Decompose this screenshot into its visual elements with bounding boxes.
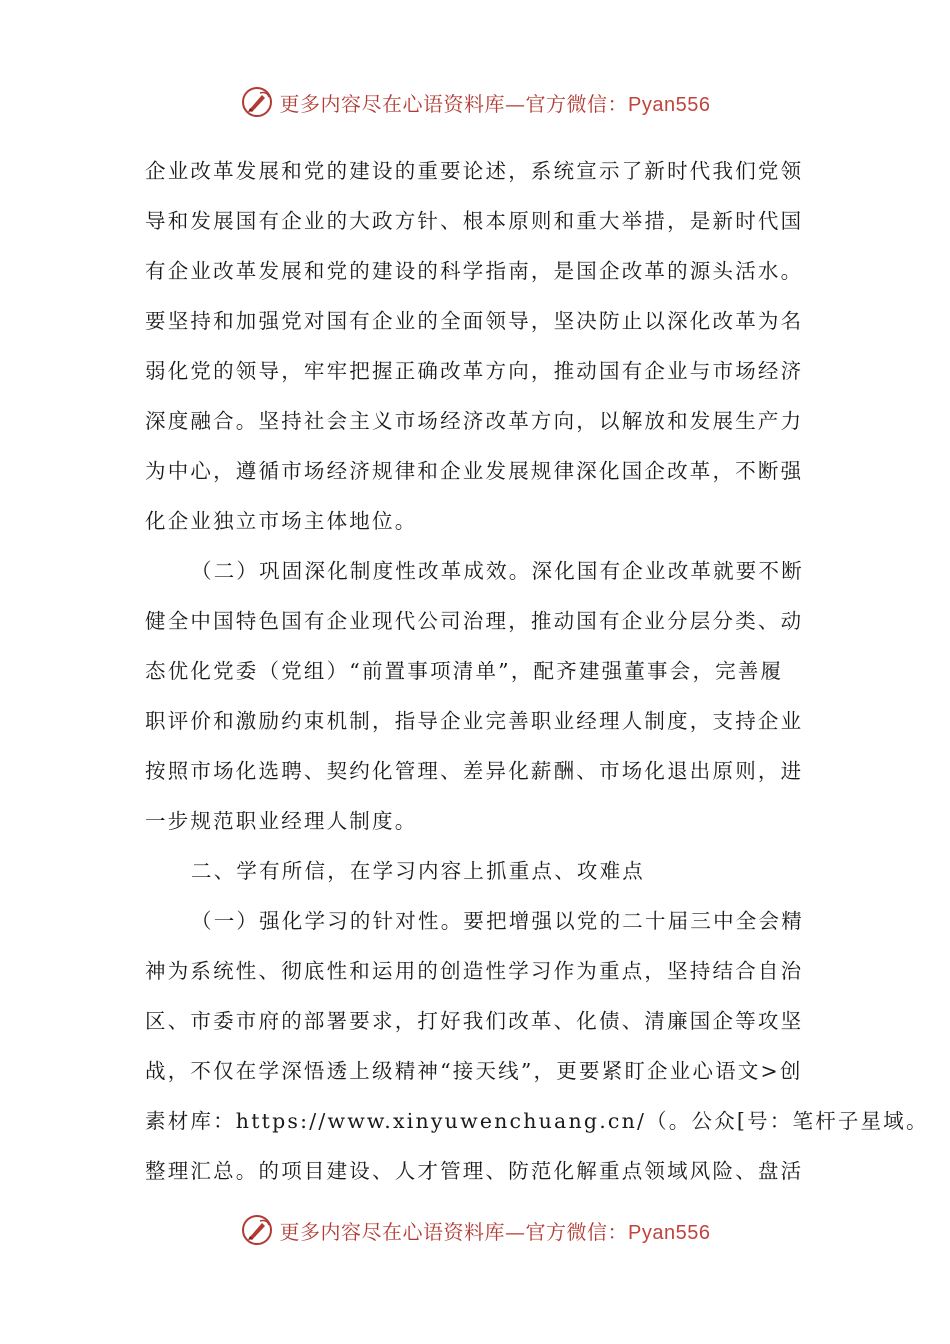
- pen-logo-icon: [240, 1213, 274, 1247]
- body-line: 职评价和激励约束机制，指导企业完善职业经理人制度，支持企业: [145, 709, 804, 733]
- body-line: 区、市委市府的部署要求，打好我们改革、化债、清廉国企等攻坚: [145, 1009, 804, 1033]
- body-line: 要坚持和加强党对国有企业的全面领导，坚决防止以深化改革为名: [145, 309, 804, 333]
- body-line: 导和发展国有企业的大政方针、根本原则和重大举措，是新时代国: [145, 209, 804, 233]
- body-line: 健全中国特色国有企业现代公司治理，推动国有企业分层分类、动: [145, 609, 804, 633]
- body-line: 有企业改革发展和党的建设的科学指南，是国企改革的源头活水。: [145, 259, 804, 283]
- section-heading-line: （二）巩固深化制度性改革成效。深化国有企业改革就要不断: [191, 559, 804, 583]
- body-line: 化企业独立市场主体地位。: [145, 509, 418, 533]
- body-line: 深度融合。坚持社会主义市场经济改革方向，以解放和发展生产力: [145, 409, 804, 433]
- document-body: [145, 146, 929, 1196]
- footer-wechat-id: Pyan556: [628, 1221, 711, 1244]
- body-line: 为中心，遵循市场经济规律和企业发展规律深化国企改革，不断强: [145, 459, 804, 483]
- chapter-heading-line: 二、学有所信，在学习内容上抓重点、攻难点: [191, 859, 645, 883]
- body-line: 弱化党的领导，牢牢把握正确改革方向，推动国有企业与市场经济: [145, 359, 804, 383]
- body-line: 整理汇总。的项目建设、人才管理、防范化解重点领域风险、盘活: [145, 1159, 804, 1183]
- body-line: 态优化党委（党组）“前置事项清单”，配齐建强董事会，完善履: [145, 659, 784, 683]
- body-line: 企业改革发展和党的建设的重要论述，系统宣示了新时代我们党领: [145, 159, 804, 183]
- body-line: 一步规范职业经理人制度。: [145, 809, 418, 833]
- header-watermark-text: 更多内容尽在心语资料库—官方微信：Pyan556: [279, 91, 711, 116]
- body-line: 神为系统性、彻底性和运用的创造性学习作为重点，坚持结合自治: [145, 959, 804, 983]
- body-line-with-url: 素材库：https://www.xinyuwenchuang.cn/（。公众[号：笔杆子星域。: [145, 1109, 929, 1133]
- body-line: 按照市场化选聘、契约化管理、差异化薪酬、市场化退出原则，进: [145, 759, 804, 783]
- header-watermark: [0, 82, 950, 122]
- footer-watermark: [0, 1210, 950, 1250]
- body-line: 战，不仅在学深悟透上级精神“接天线”，更要紧盯企业心语文>创: [145, 1059, 803, 1083]
- pen-logo-icon: [240, 85, 274, 119]
- footer-watermark-text: 更多内容尽在心语资料库—官方微信：Pyan556: [279, 1219, 711, 1244]
- header-wechat-id: Pyan556: [628, 93, 711, 116]
- section-heading-line: （一）强化学习的针对性。要把增强以党的二十届三中全会精: [191, 909, 804, 933]
